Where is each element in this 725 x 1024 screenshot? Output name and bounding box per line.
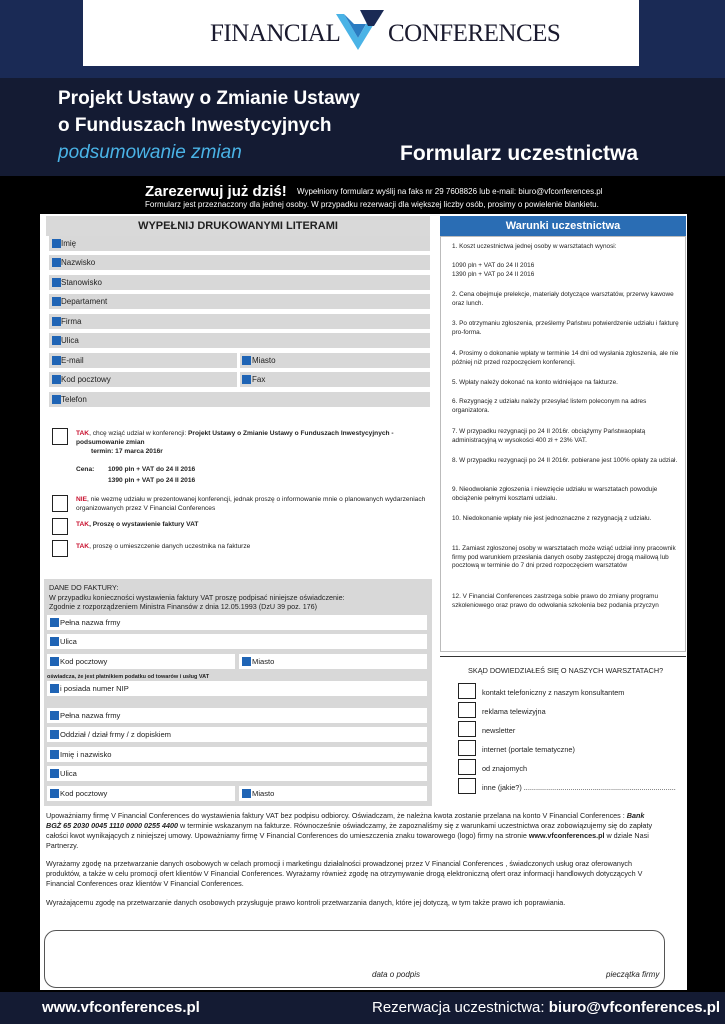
source-tv-checkbox[interactable]	[458, 702, 476, 718]
attend-option: TAK, chcę wziąć udział w konferencji: Projekt Ustawy o Zmianie Ustawy o Funduszach Inwestycyjnych - podsumowanie zmian	[76, 430, 394, 446]
last-name-field[interactable]: Nazwisko	[49, 255, 430, 270]
condition-item: 10. Niedokonanie wpłaty nie jest jednoznaczne z rezygnacją z udziału.	[452, 515, 652, 522]
authorization-paragraph: Upoważniamy firmę V Financial Conferences do wystawienia faktury VAT bez podpisu odbiorcy. Oświadczam, że należna kwota zostanie przelana na konto V Financial Conferences : Bank BGŻ 65 2030 0045 1110 0000 0255 4400 w terminie wskazanym na fakturze. Równocześnie oświadczamy, że zapoznaliśmy się z warunkami uczestnictwa oraz zobowiązujemy się do zapłaty całości kwot wynikających z niniejszej umowy. Upoważniamy firmę V Financial Conferences do umieszczenia znaku towarowego (logo) firmy na stronie www.vfconferences.pl w dziale Nasi Partnerzy.	[46, 811, 653, 850]
field-marker-icon	[50, 684, 59, 693]
invoice-department-field[interactable]: Oddział / dział frmy / z dopiskiem	[47, 727, 427, 742]
consent-paragraph: Wyrażamy zgodę na przetwarzanie danych osobowych w celach promocji i marketingu działalności prowadzonej przez V Financial Conferences , świadczonych usług oraz oferowanych produktów, a także w celu promocji ofert klientów V Financial Conferences. Wyrażamy również zgodę na otrzymywanie drogą elektroniczną ofert oraz informacji handlowych dotyczących V Financial Conferences oraz klientów V Financial Conferences.	[46, 859, 643, 888]
street-field[interactable]: Ulica	[49, 333, 430, 348]
participant-on-invoice-option: TAK, proszę o umieszczenie danych uczestnika na fakturze	[76, 543, 251, 550]
phone-field[interactable]: Telefon	[49, 392, 430, 407]
decline-option: NIE, nie wezmę udziału w prezentowanej konferencji, jednak proszę o informowanie mnie o planowanych wydarzeniach organizowanych przez V Financial Conferences	[76, 496, 426, 512]
reserve-note: Formularz jest przeznaczony dla jednej osoby. W przypadku rezerwacji dla większej liczby osób, prosimy o powielenie blankietu.	[145, 200, 599, 209]
source-title: SKĄD DOWIEDZIAŁEŚ SIĘ O NASZYCH WARSZTATACH?	[468, 666, 664, 675]
conference-title-line2: o Funduszach Inwestycyjnych	[58, 115, 332, 136]
field-marker-icon	[52, 239, 61, 248]
reserve-instructions: Wypełniony formularz wyślij na faks nr 29 7608826 lub e-mail: biuro@vfconferences.pl	[297, 187, 603, 196]
position-field[interactable]: Stanowisko	[49, 275, 430, 290]
signature-date-label: data o podpis	[372, 970, 421, 979]
field-marker-icon	[50, 789, 59, 798]
field-marker-icon	[242, 375, 251, 384]
invoice-company-field[interactable]: Pełna nazwa frmy	[47, 615, 427, 630]
price-early: 1090 pln + VAT do 24 II 2016	[108, 466, 196, 473]
city-field[interactable]: Miasto	[240, 353, 430, 368]
invoice-city2-field[interactable]: Miasto	[239, 786, 427, 801]
rights-paragraph: Wyrażającemu zgodę na przetwarzanie danych osobowych przysługuje prawo kontroli przetwarzania danych, które jej dotyczą, w tym także prawo ich poprawiania.	[46, 898, 566, 907]
field-marker-icon	[52, 395, 61, 404]
price-label: Cena:	[76, 466, 95, 473]
field-marker-icon	[50, 711, 59, 720]
invoice-name-field[interactable]: Imię i nazwisko	[47, 747, 427, 762]
signature-field[interactable]	[44, 930, 665, 988]
invoice-heading: DANE DO FAKTURY: W przypadku konieczności wystawienia faktury VAT proszę podpisać niniejsze oświadczenie: Zgodnie z rozporządzeniem Ministra Finansów z dnia 12.05.1993 (DzU 39 poz. 176)	[49, 583, 345, 611]
reserve-heading: Zarezerwuj już dziś!	[145, 183, 287, 200]
condition-item: 11. Zamiast zgłoszonej osoby w warsztatach może wziąć udział inny pracownik firmy pod warunkiem przesłania danych osoby zastępczej drogą mailową lub pocztową w terminie do 7 dni przed rozpoczęciem warsztatów	[452, 545, 676, 570]
condition-item: 3. Po otrzymaniu zgłoszenia, prześlemy Państwu potwierdzenie udziału i fakturę pro-forma.	[452, 320, 679, 336]
invoice-company2-field[interactable]: Pełna nazwa frmy	[47, 708, 427, 723]
invoice-city-field[interactable]: Miasto	[239, 654, 427, 669]
company-stamp-label: pieczątka firmy	[606, 970, 660, 979]
field-marker-icon	[50, 657, 59, 666]
source-newsletter-checkbox[interactable]	[458, 721, 476, 737]
nip-field[interactable]: i posiada numer NIP	[47, 681, 427, 696]
field-marker-icon	[50, 730, 59, 739]
condition-item: 6. Rezygnację z udziału należy przesyłać listem poleconym na adres organizatora.	[452, 398, 647, 414]
source-option: reklama telewizyjna	[482, 707, 546, 716]
form-title: Formularz uczestnictwa	[400, 142, 639, 165]
invoice-checkbox[interactable]	[52, 518, 68, 535]
source-option: kontakt telefoniczny z naszym konsultantem	[482, 688, 625, 697]
field-marker-icon	[52, 336, 61, 345]
field-marker-icon	[52, 258, 61, 267]
field-marker-icon	[242, 789, 251, 798]
condition-item: 5. Wpłaty należy dokonać na konto widniejące na fakturze.	[452, 379, 618, 386]
field-marker-icon	[242, 657, 251, 666]
field-marker-icon	[242, 356, 251, 365]
participant-on-invoice-checkbox[interactable]	[52, 540, 68, 557]
email-field[interactable]: E-mail	[49, 353, 237, 368]
attend-checkbox[interactable]	[52, 428, 68, 445]
condition-item: 4. Prosimy o dokonanie wpłaty w terminie 14 dni od wysłania zgłoszenia, ale nie później niż przed rozpoczęciem konferencji.	[452, 350, 679, 366]
field-marker-icon	[52, 317, 61, 326]
company-field[interactable]: Firma	[49, 314, 430, 329]
section-title: WYPEŁNIJ DRUKOWANYMI LITERAMI	[46, 216, 430, 236]
reservation-email-link[interactable]: biuro@vfconferences.pl	[548, 999, 721, 1016]
website-link[interactable]: www.vfconferences.pl	[42, 999, 200, 1016]
field-marker-icon	[50, 769, 59, 778]
source-option: od znajomych	[482, 764, 528, 773]
logo-text-right: CONFERENCES	[388, 20, 561, 47]
condition-item: 7. W przypadku rezygnacji po 24 II 2016r. obciążymy Państwaopłatą administracyjną w wysokości 400 zł + 23% VAT.	[452, 428, 646, 444]
condition-item: 1. Koszt uczestnictwa jednej osoby w warsztatach wynosi:	[452, 243, 617, 250]
field-marker-icon	[52, 278, 61, 287]
source-phone-checkbox[interactable]	[458, 683, 476, 699]
source-option: newsletter	[482, 726, 516, 735]
decline-checkbox[interactable]	[52, 495, 68, 512]
invoice-street-field[interactable]: Ulica	[47, 634, 427, 649]
condition-item: 1090 pln + VAT do 24 II 2016	[452, 262, 535, 269]
first-name-field[interactable]: Imię	[49, 236, 430, 251]
checkmark-logo-icon	[330, 6, 386, 52]
source-other-checkbox[interactable]	[458, 778, 476, 794]
reservation-contact: Rezerwacja uczestnictwa: biuro@vfconferences.pl	[372, 999, 721, 1016]
field-marker-icon	[50, 750, 59, 759]
field-marker-icon	[52, 356, 61, 365]
fax-field[interactable]: Fax	[240, 372, 430, 387]
condition-item: 1390 pln + VAT po 24 II 2016	[452, 271, 535, 278]
condition-item: 8. W przypadku rezygnacji po 24 II 2016r. pobierane jest 100% opłaty za udział.	[452, 457, 678, 464]
field-marker-icon	[52, 297, 61, 306]
source-internet-checkbox[interactable]	[458, 740, 476, 756]
invoice-postal-field[interactable]: Kod pocztowy	[47, 654, 235, 669]
condition-item: 12. V Financial Conferences zastrzega sobie prawo do zmiany programu szkoleniowego oraz prawo do odwołania szkolenia bez podania przyczyn	[452, 593, 659, 609]
conference-title-line1: Projekt Ustawy o Zmianie Ustawy	[58, 88, 360, 109]
field-marker-icon	[52, 375, 61, 384]
vat-statement: oświadcza, że jest płatnikiem podatku od towarów i usług VAT	[47, 674, 210, 680]
source-option: internet (portale tematyczne)	[482, 745, 575, 754]
source-friends-checkbox[interactable]	[458, 759, 476, 775]
conference-date: termin: 17 marca 2016r	[91, 448, 163, 455]
invoice-option: TAK, Proszę o wystawienie faktury VAT	[76, 521, 199, 528]
condition-item: 2. Cena obejmuje prelekcje, materiały dotyczące warsztatów, przerwy kawowe oraz lunch.	[452, 291, 674, 307]
department-field[interactable]: Departament	[49, 294, 430, 309]
source-option: inne (jakie?) ...........................................................................	[482, 783, 676, 792]
field-marker-icon	[50, 637, 59, 646]
conference-subtitle: podsumowanie zmian	[58, 142, 242, 163]
condition-item: 9. Nieodwołanie zgłoszenia i niewzięcie udziału w warsztatach powoduje obciążenie pełnymi kosztami udziału.	[452, 486, 658, 502]
logo-text-left: FINANCIAL	[210, 20, 341, 47]
conditions-title: Warunki uczestnictwa	[440, 216, 686, 236]
price-late: 1390 pln + VAT po 24 II 2016	[108, 477, 196, 484]
invoice-street2-field[interactable]: Ulica	[47, 766, 427, 781]
invoice-postal2-field[interactable]: Kod pocztowy	[47, 786, 235, 801]
field-marker-icon	[50, 618, 59, 627]
postal-code-field[interactable]: Kod pocztowy	[49, 372, 237, 387]
